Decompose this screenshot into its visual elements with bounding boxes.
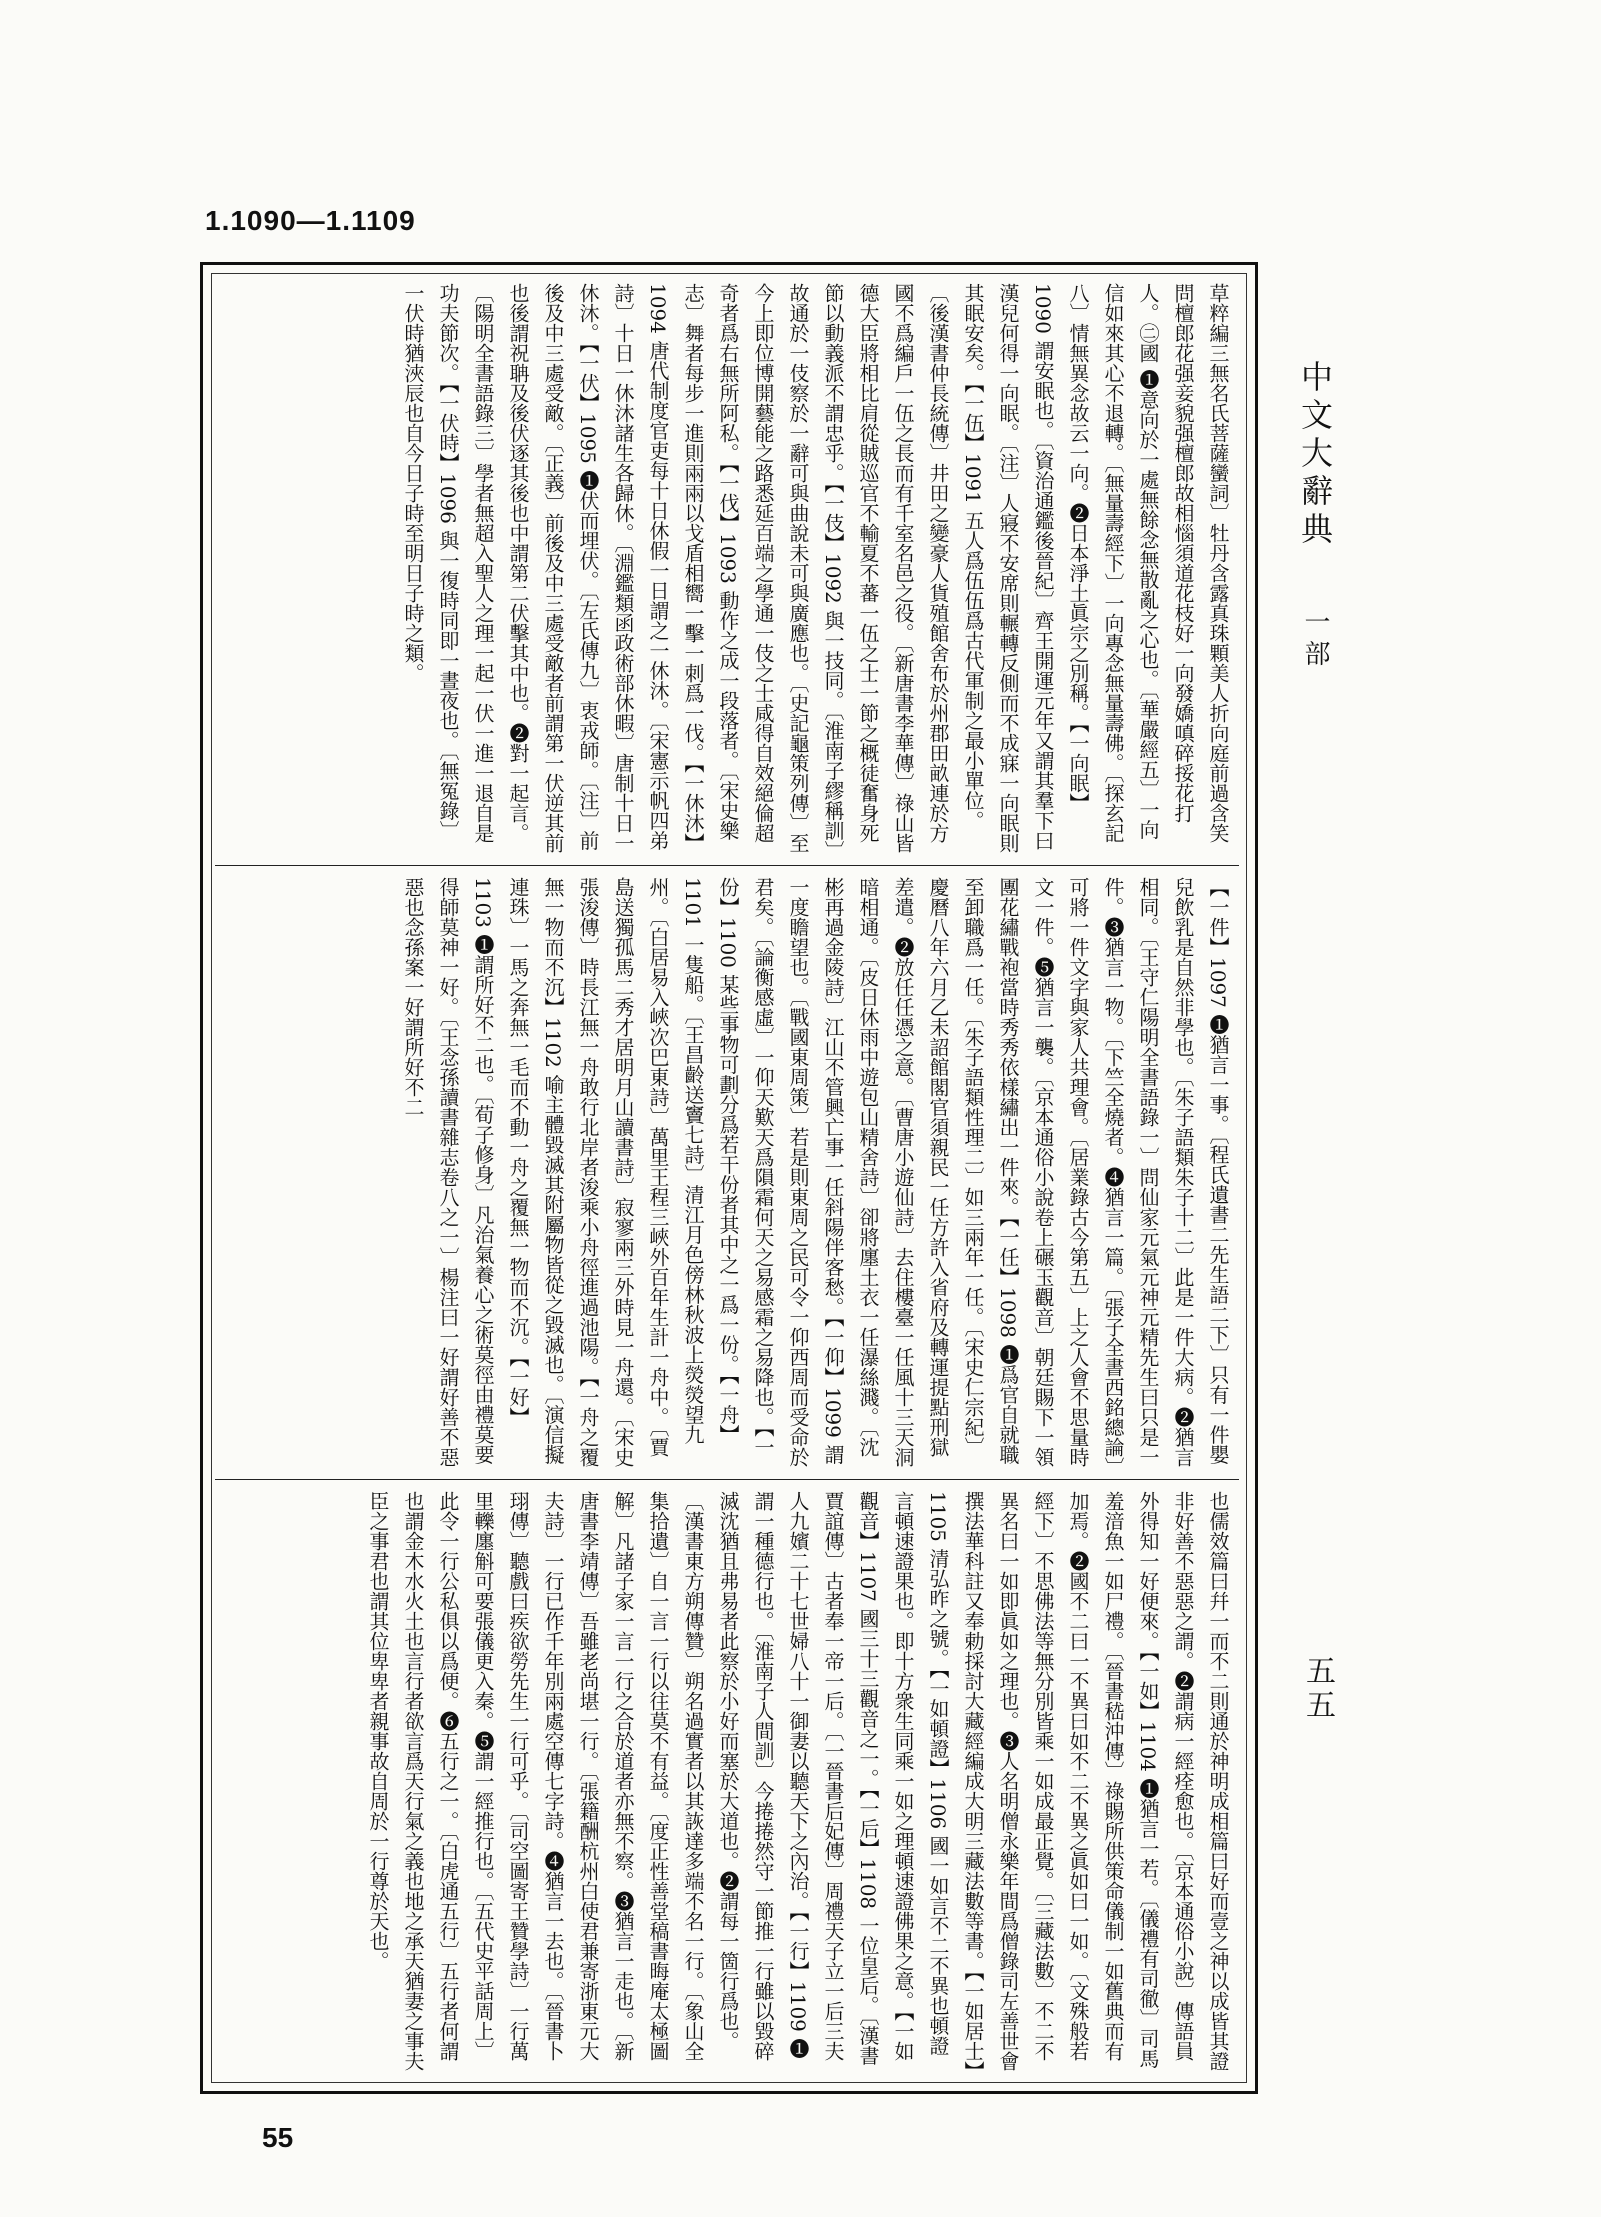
page-number-chinese: 五五 [1300, 1655, 1335, 1723]
entry-text-middle: 【一件】1097 ❶猶言一事。〔程氏遺書二先生語二下〕只有一件嬰兒飲乳是自然非學也。〔朱子語類朱子十二〕此是一件大病。❷猶言相同。〔王守仁陽明全書語錄一〕問仙家元氣元神元精先生曰只是一件。❸猶言一物。〔下竺全燒者。❹猶言一篇。〔張子全書西銘總論〕可將一件文字與家人共理會。〔居業錄古今第五〕上之人會不思量時文一件。❺猶言一襲。〔京本通俗小說卷上碾玉觀音〕朝廷賜下一領團花繡戰袍當時秀秀依樣繡出一件來。【一任】1098 ❶爲官自就職至卸職爲一任。〔朱子語類性理二〕如三兩年一任。〔宋史仁宗紀〕慶曆八年六月乙未詔館閣官須親民一任方許入省府及轉運提點刑獄差遣。❷放任任憑之意。〔曹唐小遊仙詩〕去住樓臺一任風十三天洞暗相通。〔皮日休雨中遊包山精舍詩〕卻將廛土衣一任瀑絲濺。〔沈彬再過金陵詩〕江山不管興亡事一任斜陽伴客愁。【一仰】1099 謂一度瞻望也。〔戰國東周策〕若是則東周之民可令一仰西周而受命於君矣。〔論衡感虛〕一仰天歎天爲隕霜何天之易感霜之易降也。【一份】1100 某些事物可劃分爲若干份者其中之一爲一份。【一舟】1101 一隻船。〔王昌齡送竇七詩〕清江月色傍林秋波上熒熒望九州。〔白居易入峽次巴東詩〕萬里王程三峽外百年生計一舟中。〔賈島送獨孤馬二秀才居明月山讀書詩〕寂寥兩三外時見一舟還。〔宋史張浚傳〕時長江無一舟敢行北岸者浚乘小舟徑進過池陽。【一舟之覆無一物而不沉】1102 喻主體毀滅其附屬物皆從之毀滅也。〔演信擬連珠〕一馬之奔無一毛而不動一舟之覆無一物而不沉。【一好】1103 ❶謂所好不二也。〔荀子修身〕凡治氣養心之術莫徑由禮莫要得師莫神一好。〔王念孫讀書雜志卷八之一〕楊注曰一好謂好善不惡惡也念孫案一好謂所好不二 [401, 877, 1230, 1467]
dictionary-page-frame [200, 262, 1258, 2094]
panel-divider [215, 1479, 1239, 1480]
entry-panel-middle [215, 877, 1235, 1467]
entry-text-bottom: 也儒效篇曰幷一而不二則通於神明成相篇曰好而壹之神以成皆其證非好善不惡惡之謂。❷謂病一經痊愈也。〔京本通俗小說〕傳語員外得知一好便來。【一如】1104 ❶猶言一若。〔儀禮有司徹〕司馬羞湆魚一如尸禮。〔晉書嵇沖傳〕祿賜所供策命儀制一如舊典而有加焉。❷國不二曰一不異曰如不二不異之眞如曰一如。〔文殊般若經下〕不思佛法等無分別皆乘一如成最正覺。〔三藏法數〕不二不異名曰一如即眞如之理也。❸人名明僧永樂年間爲僧錄司左善世會撰法華科註又奉勅採討大藏經編成大明三藏法數等書。【一如居士】1105 清弘昨之號。【一如頓證】1106 國一如言不二不異也頓證言頓速證果也。即十方衆生同乘一如之理頓速證佛果之意。【一如觀音】1107 國三十三觀音之一。【一后】1108 一位皇后。〔漢書賈誼傳〕古者奉一帝一后。〔一晉書后妃傳〕周禮天子立一后三夫人九嬪二十七世婦八十一御妻以聽天下之內治。【一行】1109 ❶謂一種德行也。〔淮南子人間訓〕今捲捲然守一節推一行雖以毀碎滅沈猶且弗易者此察於小好而塞於大道也。❷謂每一箇行爲也。〔漢書東方朔傳贊〕朔名過實者以其詼達多端不名一行。〔象山全集拾遺〕自一言一行以往莫不有益。〔度正性善堂稿書晦庵太極圖解〕凡諸子家一言一行之合於道者亦無不察。❸猶言一走也。〔新唐書李靖傳〕吾雖老尚堪一行。〔張籍酬杭州白使君兼寄浙東元大夫詩〕一行已作千年別兩處空傳七字詩。❹猶言一去也。〔晉書卜珝傳〕聽戲曰疾欲勞先生一行可乎。〔司空圖寄王贊學詩〕一行萬里轢廛斛可要張儀更入秦。❺謂一經推行也。〔五代史平話周上〕此令一行公私俱以爲便。❻五行之一。〔白虎通五行〕五行者何謂也謂金木水火土也言行者欲言爲天行氣之義也地之承天猶妻之事夫臣之事君也謂其位卑卑者親事故自周於一行尊於天也。 [366, 1491, 1230, 2071]
entry-panel-top [215, 283, 1235, 853]
panel-divider [215, 865, 1239, 866]
entry-range-header: 1.1090—1.1109 [205, 205, 416, 236]
book-title: 中文大辭典 [1296, 360, 1334, 550]
side-margin-title [1292, 360, 1338, 672]
page-number: 55 [262, 2122, 294, 2153]
section-label: 一部 [1300, 608, 1330, 673]
entry-text-top: 草粹編三無名氏菩薩蠻詞〕牡丹含露真珠顆美人折向庭前過含笑問檀郎花强妾貌强檀郎故相惱須道花枝好一向發嬌嗔碎挼花打人。㊁國 ❶意向於一處無餘念無散亂之心也。〔華嚴經五〕一向信如來其心不退轉。〔無量壽經下〕一向專念無量壽佛。〔探玄記八〕情無異念故云一向。❷日本淨土眞宗之別稱。【一向眠】1090 謂安眠也。〔資治通鑑後晉紀〕齊王開運元年又謂其羣下曰漢兒何得一向眠。〔注〕人寢不安席則輾轉反側而不成寐一向眠則其眠安矣。【一伍】1091 五人爲伍伍爲古代軍制之最小單位。〔後漢書仲長統傳〕井田之變豪人貨殖館舍布於州郡田畝連於方國不爲編戶一伍之長而有千室名邑之役。〔新唐書李華傳〕祿山皆德大臣將相比肩從賊巡官不輸夏不蕃一伍之士一節之概徒奮身死節以動義派不謂忠乎。【一伎】1092 與一技同。〔淮南子繆稱訓〕故通於一伎察於一辭可與曲說未可與廣應也。〔史記龜策列傳〕至今上即位博開藝能之路悉延百端之學通一伎之士咸得自效絕倫超奇者爲右無所阿私。【一伐】1093 動作之成一段落者。〔宋史樂志〕舞者每步一進則兩兩以戈盾相嚮一擊一刺爲一伐。【一休沐】1094 唐代制度官吏每十日休假一日謂之一休沐。〔宋憲示帆四弟詩〕十日一休沐諸生各歸休。〔淵鑑類函政術部休暇〕唐制十日一休沐。【一伏】1095 ❶伏而埋伏。〔左氏傳九〕衷戎師。〔注〕前後及中三處受敵。〔正義〕前後及中三處受敵者前謂第一伏逆其前也後謂祝聃及後伏逐其後也中謂第二伏擊其中也。❷對一起言。〔陽明全書語錄三〕學者無超入聖人之理一起一伏一進一退自是功夫節次。【一伏時】1096 與一復時同即一晝夜也。〔無冤錄〕一伏時猶浹辰也自今日子時至明日子時之類。 [401, 283, 1230, 853]
entry-panel-bottom [215, 1491, 1235, 2071]
